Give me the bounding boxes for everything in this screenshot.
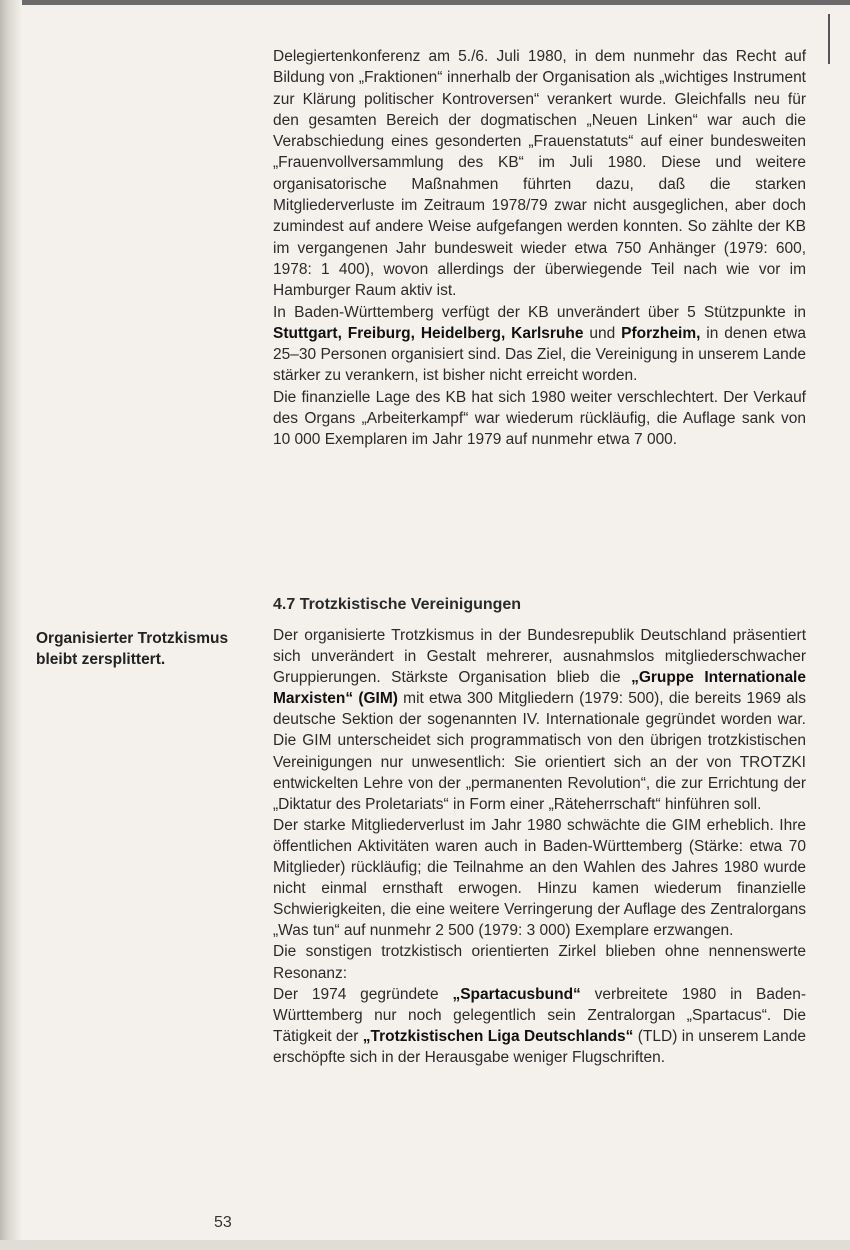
scan-edge-mark bbox=[828, 14, 830, 64]
text-run: verbreitete 1980 in Baden-Württemberg nur noch gelegentlich sein Zentralorgan „Spartacus“. Die Tätigkeit der bbox=[273, 985, 806, 1045]
text-run: in denen etwa 25–30 Personen organisiert sind. Das Ziel, die Vereinigung in unserem Lande stärker zu verankern, ist bisher nicht erreicht worden. bbox=[273, 324, 806, 385]
text-run: Der 1974 gegründete bbox=[273, 985, 453, 1003]
bold-tld: „Trotzkistischen Liga Deutschlands“ bbox=[362, 1027, 634, 1045]
trotskyist-section-body bbox=[273, 625, 806, 1068]
paragraph-kb-conference: Delegiertenkonferenz am 5./6. Juli 1980, in dem nunmehr das Recht auf Bildung von „Fraktionen“ innerhalb der Organisation als „wichtiges Instrument zur Klärung politischer Kontroversen“ verankert wurde. Gleichfalls neu für den gesamten Bereich der dogmatischen „Neuen Linken“ war auch die Verabschiedung eines gesonderten „Frauenstatuts“ auf einer bundesweiten „Frauenvollversammlung des KB“ im Juli 1980. Diese und weitere organisatorische Maßnahmen führten dazu, daß die starken Mitgliederverluste im Zeitraum 1978/79 zwar nicht ausgeglichen, aber doch zumindest auf andere Weise aufgefangen werden konnten. So zählte der KB im vergangenen Jahr bundesweit wieder etwa 750 Anhänger (1979: 600, 1978: 1 400), wovon allerdings der überwiegende Teil nach wie vor im Hamburger Raum aktiv ist. bbox=[273, 48, 806, 300]
paragraph-other-circles: Die sonstigen trotzkistisch orientierten Zirkel blieben ohne nennenswerte Resonanz: bbox=[273, 943, 806, 982]
page-number: 53 bbox=[214, 1214, 232, 1231]
paragraph-gim-decline: Der starke Mitgliederverlust im Jahr 1980 schwächte die GIM erheblich. Ihre öffentlichen Aktivitäten waren auch in Baden-Württemberg (Stärke: etwa 70 Mitglieder) rückläufig; die Teilnahme an den Wahlen des Jahres 1980 wurde nicht einmal ernsthaft erwogen. Hinzu kamen wiederum finanzielle Schwierigkeiten, die eine weitere Verringerung der Auflage des Zentralorgans „Was tun“ auf nunmehr 2 500 (1979: 3 000) Exemplare erzwangen. bbox=[273, 816, 806, 940]
section-heading: 4.7 Trotzkistische Vereinigungen bbox=[273, 596, 522, 613]
text-run: In Baden-Württemberg verfügt der KB unverändert über 5 Stützpunkte in bbox=[273, 303, 806, 321]
paragraph-kb-bases bbox=[273, 302, 806, 387]
text-run: und bbox=[583, 324, 622, 342]
bold-cities: Stuttgart, Freiburg, Heidelberg, Karlsruhe bbox=[273, 324, 584, 342]
text-run: Der organisierte Trotzkismus in der Bundesrepublik Deutschland präsentiert sich unverändert in Gestalt mehrerer, ausnahmslos mitgliederschwacher Gruppierungen. Stärkste Organisation blieb die bbox=[273, 627, 806, 687]
kb-section-body bbox=[273, 46, 806, 451]
paragraph-kb-finances: Die finanzielle Lage des KB hat sich 1980 weiter verschlechtert. Der Verkauf des Organs „Arbeiterkampf“ war wiederum rückläufig, die Auflage sank von 10 000 Exemplaren im Jahr 1979 auf nunmehr etwa 7 000. bbox=[273, 388, 806, 449]
text-run: (TLD) in unserem Lande erschöpfte sich in der Herausgabe weniger Flugschriften. bbox=[273, 1027, 806, 1066]
page-binding-edge bbox=[0, 0, 22, 1250]
page-top-border bbox=[0, 0, 850, 5]
bold-city-pforzheim: Pforzheim, bbox=[621, 324, 701, 342]
text-run: mit etwa 300 Mitgliedern (1979: 500), die bereits 1969 als deutsche Sektion der sogenannten IV. Internationale gegründet worden war. Die GIM unterscheidet sich programmatisch von den übrigen trotzkistischen Vereinigungen nur unwesentlich: Sie orientiert sich an der von TROTZKI entwickelten Lehre von der „permanenten Revolution“, die zur Errichtung der „Diktatur des Proletariats“ in Form einer „Räteherrschaft“ hinführen soll. bbox=[273, 690, 807, 813]
page-bottom-edge bbox=[0, 1240, 850, 1250]
bold-gim: „Gruppe Internationale Marxisten“ (GIM) bbox=[273, 669, 806, 708]
paragraph-spartacus-tld bbox=[273, 984, 806, 1068]
bold-spartacusbund: „Spartacusbund“ bbox=[452, 985, 581, 1003]
paragraph-gim bbox=[273, 625, 806, 815]
margin-note: Organisierter Trotzkismus bleibt zersplittert. bbox=[36, 630, 229, 668]
